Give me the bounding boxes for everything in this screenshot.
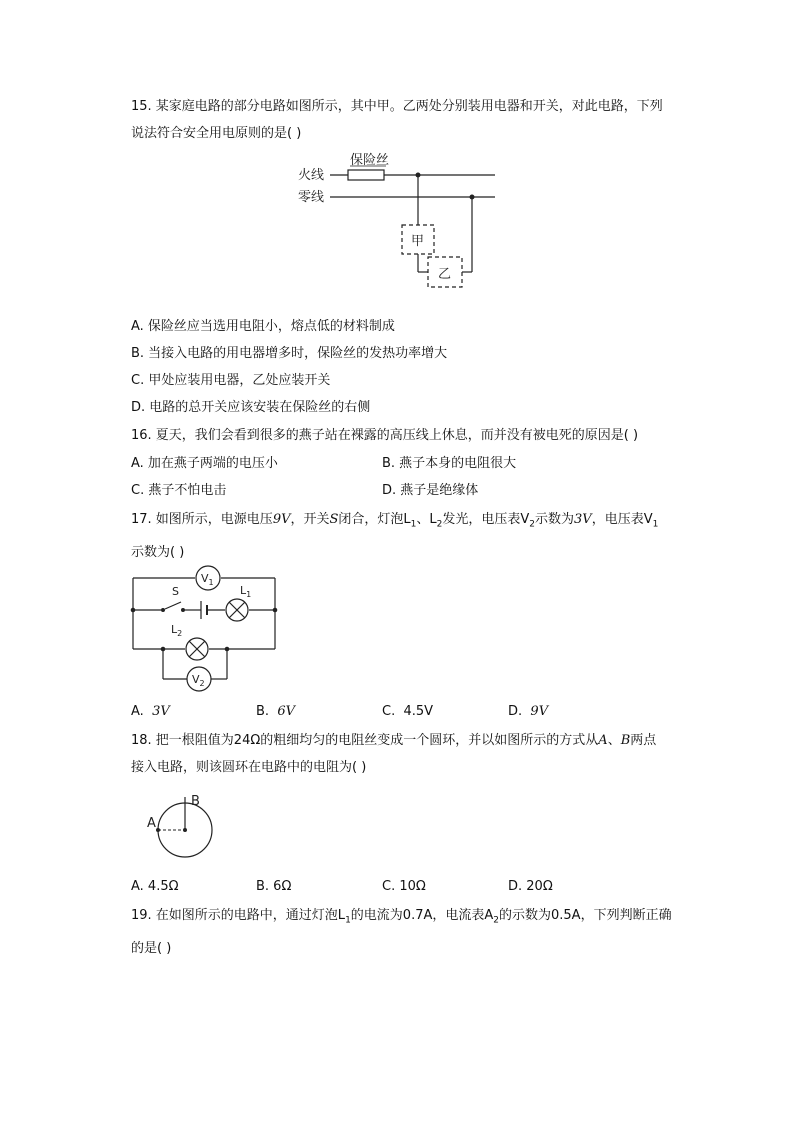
q15-stem-line1: 15. 某家庭电路的部分电路如图所示，其中甲。乙两处分别装用电器和开关，对此电路，下列 — [131, 99, 663, 114]
q18-ring-resistor-diagram — [140, 790, 230, 870]
q15-option-c: C. 甲处应装用电器，乙处应装开关 — [131, 373, 331, 388]
q15-stem-line2: 说法符合安全用电原则的是( ) — [131, 126, 302, 141]
q17-series-circuit-diagram — [125, 565, 285, 695]
q18-stem-line2: 接入电路，则该圆环在电路中的电阻为( ) — [131, 760, 367, 775]
label-v2: $V_2$ — [192, 673, 205, 688]
label-s: S — [172, 585, 179, 598]
q19-stem-line2: 的是( ) — [131, 940, 172, 956]
q15-option-d: D. 电路的总开关应该安装在保险丝的右侧 — [131, 400, 371, 415]
q16-option-a: A. 加在燕子两端的电压小 — [131, 456, 278, 471]
q15-stem — [131, 93, 696, 147]
q15-option-a: A. 保险丝应当选用电阻小，熔点低的材料制成 — [131, 319, 395, 334]
q17-option-c: C. 4.5V — [382, 704, 434, 719]
label-a: A — [147, 816, 156, 831]
label-fuse: 保险丝 — [350, 153, 390, 168]
label-neutral-wire: 零线 — [298, 190, 325, 205]
label-yi: 乙 — [438, 267, 452, 282]
q16-option-b: B. 燕子本身的电阻很大 — [382, 456, 517, 471]
q15-household-circuit-diagram — [290, 150, 510, 290]
q16-option-c: C. 燕子不怕电击 — [131, 483, 227, 498]
q17-option-b: B. 6V — [256, 704, 295, 719]
q18-stem-line1: 18. 把一根阻值为24Ω的粗细均匀的电阻丝变成一个圆环，并以如图所示的方式从A、B两点 — [131, 733, 657, 748]
q18-option-b: B. 6Ω — [256, 879, 292, 894]
q16-stem: 16. 夏天，我们会看到很多的燕子站在裸露的高压线上休息，而并没有被电死的原因是( ) — [131, 428, 639, 443]
label-l2: $L_2$ — [171, 623, 183, 638]
q17-option-d: D. 9V — [508, 704, 549, 719]
q17-stem — [131, 506, 696, 566]
q17-stem-line1: 17. 如图所示，电源电压9V，开关S闭合，灯泡$L_1$、$L_2$发光，电压表$V_2$示数为3V，电压表$V_1$ — [131, 512, 659, 530]
q18-stem — [131, 727, 696, 781]
label-v1: $V_1$ — [201, 572, 214, 587]
q16-option-d: D. 燕子是绝缘体 — [382, 483, 479, 498]
label-b: B — [191, 794, 200, 809]
q18-option-c: C. 10Ω — [382, 879, 426, 894]
q17-option-a: A. 3V — [131, 704, 170, 719]
q19-stem-line1: 19. 在如图所示的电路中，通过灯泡$L_1$的电流为0.7A，电流表$A_2$的示数为0.5A，下列判断正确 — [131, 908, 672, 926]
q18-option-a: A. 4.5Ω — [131, 879, 179, 894]
label-live-wire: 火线 — [298, 168, 325, 183]
q17-stem-line2: 示数为( ) — [131, 544, 185, 560]
q15-option-b: B. 当接入电路的用电器增多时，保险丝的发热功率增大 — [131, 346, 448, 361]
q18-option-d: D. 20Ω — [508, 879, 553, 894]
q19-stem — [131, 902, 696, 962]
label-jia: 甲 — [411, 234, 425, 249]
label-l1: $L_1$ — [240, 584, 252, 599]
